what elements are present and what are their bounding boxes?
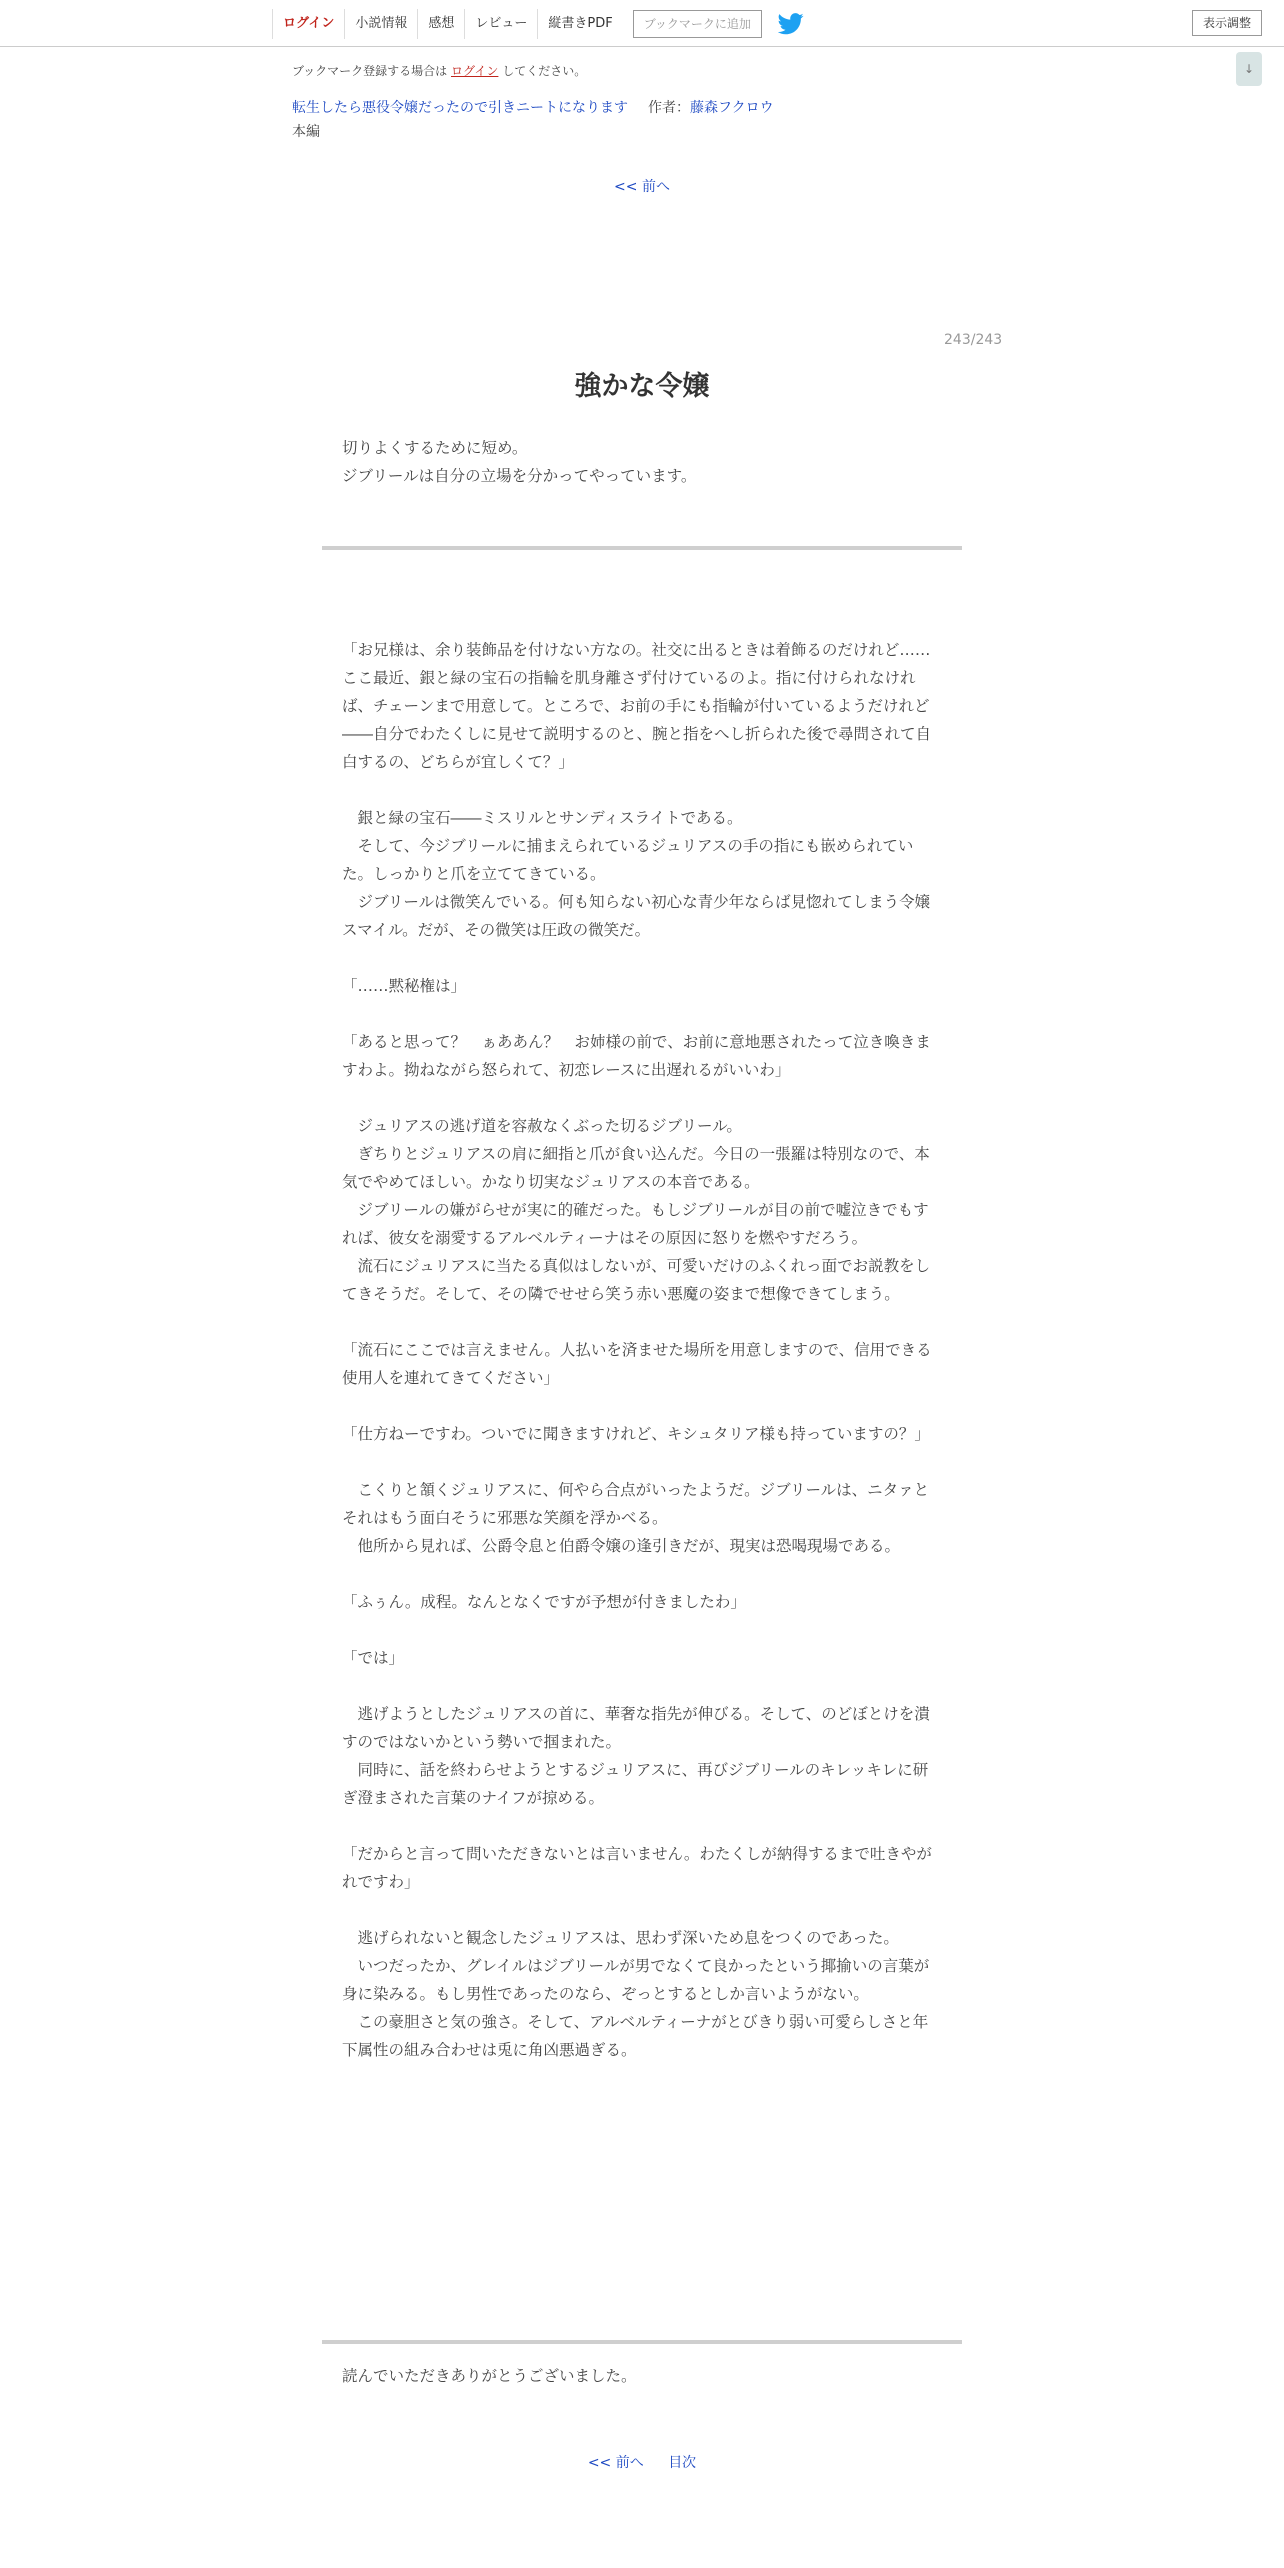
prev-page-link-bottom[interactable]: << 前へ <box>587 2455 644 2471</box>
preface-divider <box>322 546 962 550</box>
login-notice <box>292 62 586 79</box>
preface-text: 切りよくするために短め。 ジブリールは自分の立場を分かってやっています。 <box>342 439 697 485</box>
login-notice-link[interactable]: ログイン <box>451 64 499 78</box>
afterword-text: 読んでいただきありがとうございました。 <box>342 2367 637 2385</box>
twitter-bird-icon[interactable] <box>778 13 804 35</box>
episode-body-text: 「お兄様は、余り装飾品を付けない方なの。社交に出るときは着飾るのだけれど……ここ最近、銀と緑の宝石の指輪を肌身離さず付けているのよ。指に付けられなければ、チェーンまで用意して。ところで、お前の手にも指輪が付いているようだけれど――自分でわたくしに見せて説明するのと、腕と指をへし折られた後で尋問されて自白するの、どちらが宜しくて？」 銀と緑の宝石――ミスリルとサンディスライトである。 そして、今ジブリールに捕まえられているジュリアスの手の指にも嵌められていた。しっかりと爪を立ててきている。 ジブリールは微笑んでいる。何も知らない初心な青少年ならば見惚れてしまう令嬢スマイル。だが、その微笑は圧政の微笑だ。 「……黙秘権は」 「あると思って？ ぁああん？ お姉様の前で、お前に意地悪されたって泣き喚きますわよ。拗ねながら怒られて、初恋レースに出遅れるがいいわ」 ジュリアスの逃げ道を容赦なくぶった切るジブリール。 ぎちりとジュリアスの肩に細指と爪が食い込んだ。今日の一張羅は特別なので、本気でやめてほしい。かなり切実なジュリアスの本音である。 ジブリールの嫌がらせが実に的確だった。もしジブリールが目の前で嘘泣きでもすれば、彼女を溺愛するアルベルティーナはその原因に怒りを燃やすだろう。 流石にジュリアスに当たる真似はしないが、可愛いだけのふくれっ面でお説教をしてきそうだ。そして、その隣でせせら笑う赤い悪魔の姿まで想像できてしまう。 「流石にここでは言えません。人払いを済ませた場所を用意しますので、信用できる使用人を連れてきてください」 「仕方ねーですわ。ついでに聞きますけれど、キシュタリア様も持っていますの？」 こくりと頷くジュリアスに、何やら合点がいったようだ。ジブリールは、ニタァとそれはもう面白そうに邪悪な笑顔を浮かべる。 他所から見れば、公爵令息と伯爵令嬢の逢引きだが、現実は恐喝現場である。 「ふぅん。成程。なんとなくですが予想が付きましたわ」 「では」 逃げようとしたジュリアスの首に、華奢な指先が伸びる。そして、のどぼとけを潰すのではないかという勢いで掴まれた。 同時に、話を終わらせようとするジュリアスに、再びジブリールのキレッキレに研ぎ澄まされた言葉のナイフが掠める。 「だからと言って問いただきないとは言いません。わたくしが納得するまで吐きやがれですわ」 逃げられないと観念したジュリアスは、思わず深いため息をつくのであった。 いつだったか、グレイルはジブリールが男でなくて良かったという揶揄いの言葉が身に染みる。もし男性であったのなら、ぞっとするとしか言いようがない。 この豪胆さと気の強さ。そして、アルベルティーナがとびきり弱い可愛らしさと年下属性の組み合わせは兎に角凶悪過ぎる。 <box>342 641 932 2059</box>
login-notice-text-before: ブックマーク登録する場合は <box>292 64 448 78</box>
novel-info-line <box>292 97 774 117</box>
nav-login-link[interactable]: ログイン <box>272 9 344 39</box>
episode-title: 強かな令嬢 <box>574 371 710 402</box>
author-link[interactable]: 藤森フクロウ <box>690 100 774 116</box>
top-navigation-bar <box>0 0 1284 47</box>
pager-top <box>0 176 1284 196</box>
add-bookmark-button[interactable]: ブックマークに追加 <box>633 10 762 38</box>
nav-impressions-link[interactable]: 感想 <box>417 9 464 39</box>
table-of-contents-link[interactable]: 目次 <box>668 2455 697 2471</box>
nav-novel-info-link[interactable]: 小説情報 <box>344 9 417 39</box>
prev-page-link-top[interactable]: << 前へ <box>614 179 670 195</box>
nav-vertical-pdf-link[interactable]: 縦書きPDF <box>537 9 622 39</box>
novel-title-link[interactable]: 転生したら悪役令嬢だったので引きニートになります <box>292 100 628 116</box>
nav-review-link[interactable]: レビュー <box>464 9 537 39</box>
afterword-divider <box>322 2340 962 2344</box>
chapter-label: 本編 <box>292 124 320 140</box>
pager-bottom <box>0 2452 1284 2472</box>
display-settings-button[interactable]: 表示調整 <box>1192 10 1262 36</box>
author-label: 作者： <box>648 100 690 116</box>
nav-menu <box>272 9 804 39</box>
login-notice-text-after: してください。 <box>502 64 587 78</box>
scroll-down-button[interactable]: ↓ <box>1236 52 1262 86</box>
page-number: 243/243 <box>944 332 1003 348</box>
